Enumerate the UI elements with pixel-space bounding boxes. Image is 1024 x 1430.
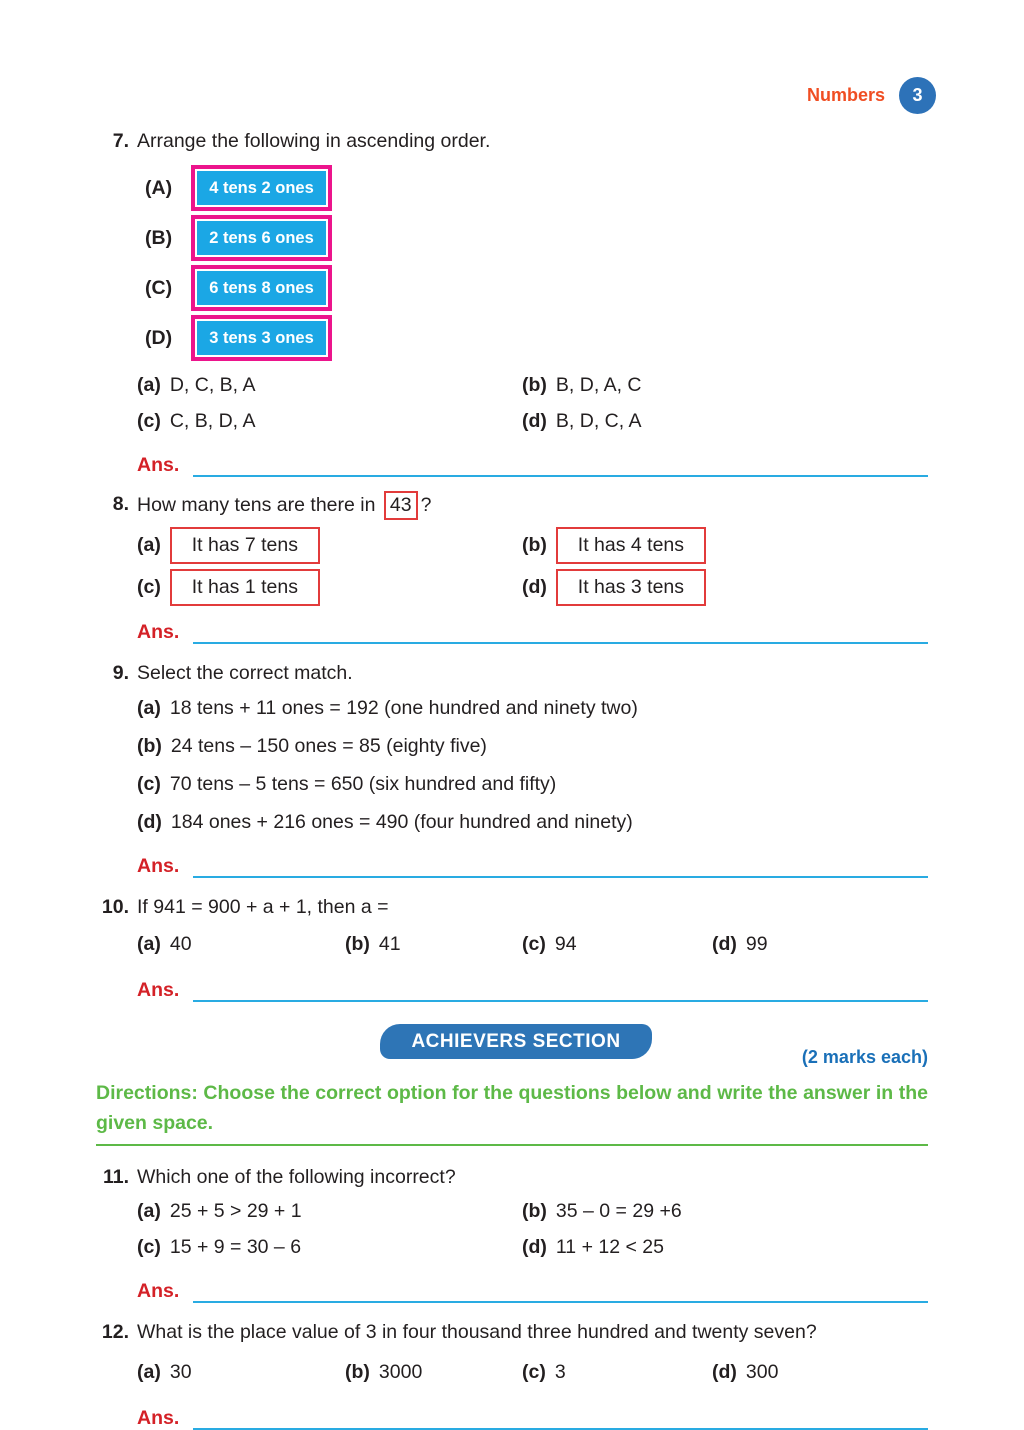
answer-row-q8 (137, 616, 928, 644)
question-number: 8. (112, 493, 129, 515)
choice-b (522, 1196, 928, 1227)
item-label: (B) (145, 227, 173, 249)
question-number: 7. (112, 130, 129, 152)
choice-label: (b) (345, 933, 370, 955)
choice-text: B, D, C, A (555, 410, 642, 432)
choice-c (137, 769, 928, 800)
tens-ones-box: 4 tens 2 ones (195, 169, 328, 207)
choice-text: 70 tens – 5 tens = 650 (six hundred and fifty) (169, 773, 557, 795)
choice-c (137, 406, 522, 437)
choice-box: It has 1 tens (170, 569, 320, 606)
question-text: If 941 = 900 + a + 1, then a = (137, 896, 389, 918)
directions-text: Directions: Choose the correct option for the questions below and write the answer in the given space. (96, 1082, 928, 1134)
ans-label: Ans. (137, 454, 180, 476)
answer-row-q9 (137, 850, 928, 878)
question-text: Arrange the following in ascending order. (137, 130, 491, 152)
question-12 (96, 1319, 928, 1388)
choice-b (137, 731, 928, 762)
choice-text: 94 (554, 933, 577, 955)
answer-row-q11 (137, 1275, 928, 1303)
choice-c (137, 1232, 522, 1263)
question-text: Select the correct match. (137, 662, 353, 684)
item-label: (C) (145, 277, 173, 299)
choice-text: 3 (554, 1361, 566, 1383)
ans-label: Ans. (137, 855, 180, 877)
question-number: 9. (112, 662, 129, 684)
answer-row-q7 (137, 449, 928, 477)
choice-a (137, 528, 522, 562)
choice-label: (d) (137, 811, 162, 833)
question-7 (96, 128, 928, 437)
choice-label: (a) (137, 697, 161, 719)
choice-text: 18 tens + 11 ones = 192 (one hundred and ninety two) (169, 697, 638, 719)
choice-label: (d) (522, 575, 547, 598)
item-label: (A) (145, 177, 173, 199)
choice-label: (b) (137, 735, 162, 757)
choice-c (522, 929, 712, 960)
tens-ones-box: 3 tens 3 ones (195, 319, 328, 357)
choice-text: C, B, D, A (169, 410, 256, 432)
choice-label: (c) (522, 933, 546, 955)
choice-text: 11 + 12 < 25 (555, 1236, 664, 1258)
page-header (96, 76, 936, 114)
choice-a (137, 1196, 522, 1227)
choice-text: 25 + 5 > 29 + 1 (169, 1200, 302, 1222)
choice-text: 184 ones + 216 ones = 490 (four hundred and ninety) (170, 811, 633, 833)
question-number: 10. (101, 896, 129, 918)
choice-b (345, 1357, 522, 1388)
choice-box: It has 3 tens (556, 569, 706, 606)
answer-blank-line[interactable] (193, 978, 928, 1002)
item-B (145, 220, 928, 256)
choice-label: (c) (137, 575, 161, 598)
choice-d (712, 929, 928, 960)
choice-label: (b) (522, 1200, 547, 1222)
choice-b (345, 929, 522, 960)
question-9 (96, 660, 928, 838)
answer-blank-line[interactable] (193, 854, 928, 878)
choice-label: (d) (522, 410, 547, 432)
ans-label: Ans. (137, 621, 180, 643)
answer-blank-line[interactable] (193, 1279, 928, 1303)
achievers-section-header (96, 1024, 928, 1068)
item-C (145, 270, 928, 306)
choice-d (522, 406, 928, 437)
choice-d (522, 1232, 928, 1263)
marks-note: (2 marks each) (801, 1047, 928, 1067)
choice-label: (c) (137, 410, 161, 432)
choice-b (522, 370, 928, 401)
answer-blank-line[interactable] (193, 453, 928, 477)
choice-label: (a) (137, 374, 161, 396)
tens-ones-box: 2 tens 6 ones (195, 219, 328, 257)
choice-a (137, 693, 928, 724)
choice-b (522, 528, 928, 562)
choice-d (522, 570, 928, 604)
choice-text: D, C, B, A (169, 374, 256, 396)
question-text-before: How many tens are there in (137, 494, 376, 516)
choice-box: It has 4 tens (556, 527, 706, 564)
answer-row-q12 (137, 1402, 928, 1430)
achievers-banner: ACHIEVERS SECTION (380, 1024, 652, 1059)
answer-blank-line[interactable] (193, 620, 928, 644)
choice-c (137, 570, 522, 604)
choice-label: (c) (137, 1236, 161, 1258)
choice-label: (b) (345, 1361, 370, 1383)
directions-divider (96, 1144, 928, 1146)
choice-text: 41 (378, 933, 401, 955)
choice-label: (d) (522, 1236, 547, 1258)
choice-label: (d) (712, 1361, 737, 1383)
tens-ones-box: 6 tens 8 ones (195, 269, 328, 307)
page-number-badge: 3 (899, 77, 936, 114)
ans-label: Ans. (137, 1280, 180, 1302)
question-8 (96, 491, 928, 604)
question-text (137, 491, 928, 520)
choice-label: (a) (137, 933, 161, 955)
question-number: 11. (102, 1166, 129, 1188)
choice-box: It has 7 tens (170, 527, 320, 564)
choice-text: 35 – 0 = 29 +6 (555, 1200, 682, 1222)
answer-blank-line[interactable] (193, 1406, 928, 1430)
ans-label: Ans. (137, 979, 180, 1001)
choice-label: (a) (137, 1361, 161, 1383)
choice-c (522, 1357, 712, 1388)
choice-label: (d) (712, 933, 737, 955)
choice-a (137, 929, 345, 960)
item-D (145, 320, 928, 356)
choice-d (137, 807, 928, 838)
choice-a (137, 370, 522, 401)
chapter-title: Numbers (806, 84, 885, 105)
choice-text: 3000 (378, 1361, 423, 1383)
choice-text: 300 (745, 1361, 779, 1383)
item-A (145, 170, 928, 206)
question-text: What is the place value of 3 in four thousand three hundred and twenty seven? (137, 1321, 817, 1343)
choice-text: 99 (745, 933, 768, 955)
choice-text: 15 + 9 = 30 – 6 (169, 1236, 302, 1258)
question-text: Which one of the following incorrect? (137, 1166, 456, 1188)
choice-label: (a) (137, 533, 161, 556)
choice-text: 30 (169, 1361, 192, 1383)
choice-label: (c) (137, 773, 161, 795)
choice-text: 40 (169, 933, 192, 955)
boxed-number: 43 (384, 491, 418, 520)
choice-label: (a) (137, 1200, 161, 1222)
question-11 (96, 1164, 928, 1263)
choice-d (712, 1357, 928, 1388)
answer-row-q10 (137, 974, 928, 1002)
choice-label: (b) (522, 374, 547, 396)
item-label: (D) (145, 327, 173, 349)
question-10 (96, 894, 928, 960)
question-text-after: ? (420, 494, 432, 516)
choice-label: (b) (522, 533, 547, 556)
question-number: 12. (101, 1321, 129, 1343)
ans-label: Ans. (137, 1407, 180, 1429)
choice-label: (c) (522, 1361, 546, 1383)
choice-a (137, 1357, 345, 1388)
choice-text: 24 tens – 150 ones = 85 (eighty five) (170, 735, 487, 757)
choice-text: B, D, A, C (555, 374, 642, 396)
